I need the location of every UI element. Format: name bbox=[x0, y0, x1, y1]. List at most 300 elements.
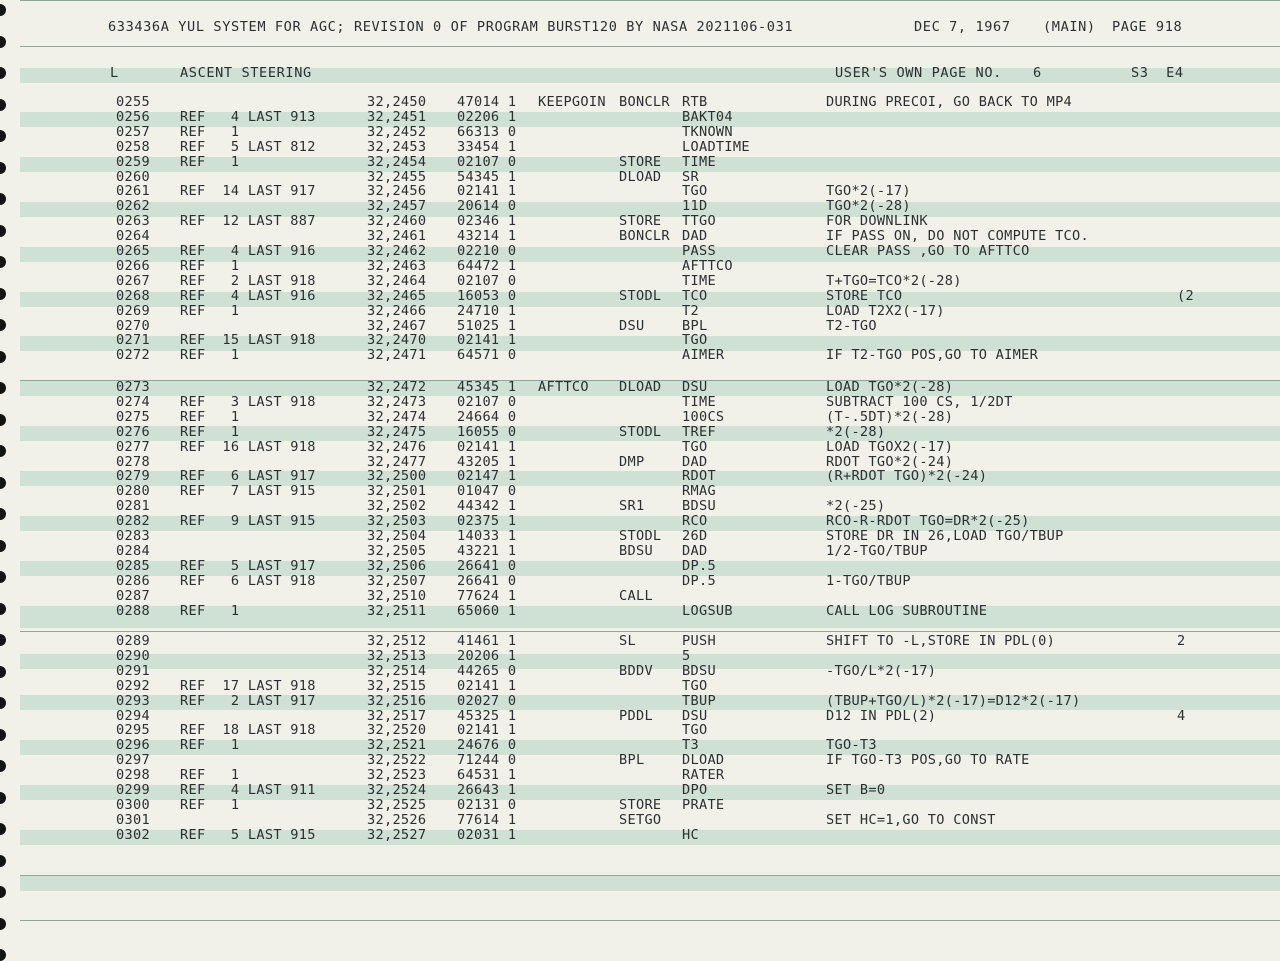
comment-field: FOR DOWNLINK bbox=[826, 213, 928, 229]
address-field: 32,2516 bbox=[367, 693, 427, 709]
address-field: 32,2503 bbox=[367, 513, 427, 529]
operand-field: TGO bbox=[682, 722, 708, 738]
operand-field: TBUP bbox=[682, 693, 716, 709]
opcode-field: STODL bbox=[619, 288, 662, 304]
comment-field: LOAD T2X2(-17) bbox=[826, 303, 945, 319]
opcode-field: SETGO bbox=[619, 812, 662, 828]
feed-hole bbox=[0, 319, 6, 331]
operand-field: HC bbox=[682, 827, 699, 843]
word-field: 71244 0 bbox=[457, 752, 517, 768]
word-field: 02147 1 bbox=[457, 468, 517, 484]
word-field: 02107 0 bbox=[457, 273, 517, 289]
address-field: 32,2450 bbox=[367, 94, 427, 110]
address-field: 32,2462 bbox=[367, 243, 427, 259]
line-number: 0282 bbox=[116, 513, 150, 529]
operand-field: TGO bbox=[682, 439, 708, 455]
word-field: 02141 1 bbox=[457, 183, 517, 199]
word-field: 02107 0 bbox=[457, 154, 517, 170]
word-field: 26641 0 bbox=[457, 573, 517, 589]
operand-field: DP.5 bbox=[682, 558, 716, 574]
address-field: 32,2521 bbox=[367, 737, 427, 753]
tractor-feed-holes bbox=[0, 0, 14, 956]
word-field: 02141 1 bbox=[457, 678, 517, 694]
operand-field: TCO bbox=[682, 288, 708, 304]
word-field: 44342 1 bbox=[457, 498, 517, 514]
feed-hole bbox=[0, 508, 6, 520]
word-field: 02107 0 bbox=[457, 394, 517, 410]
comment-field: LOAD TGO*2(-28) bbox=[826, 379, 954, 395]
line-number: 0289 bbox=[116, 633, 150, 649]
operand-field: T3 bbox=[682, 737, 699, 753]
address-field: 32,2515 bbox=[367, 678, 427, 694]
paper-rule bbox=[20, 875, 1280, 876]
line-number: 0263 bbox=[116, 213, 150, 229]
line-number: 0268 bbox=[116, 288, 150, 304]
word-field: 02031 1 bbox=[457, 827, 517, 843]
ref-field: REF 12 LAST 887 bbox=[180, 213, 316, 229]
word-field: 26641 0 bbox=[457, 558, 517, 574]
address-field: 32,2454 bbox=[367, 154, 427, 170]
word-field: 16055 0 bbox=[457, 424, 517, 440]
operand-field: RDOT bbox=[682, 468, 716, 484]
operand-field: RCO bbox=[682, 513, 708, 529]
ref-field: REF 16 LAST 918 bbox=[180, 439, 316, 455]
address-field: 32,2506 bbox=[367, 558, 427, 574]
feed-hole bbox=[0, 571, 6, 583]
extra-field: (2 bbox=[1177, 288, 1194, 304]
operand-field: 11D bbox=[682, 198, 708, 214]
address-field: 32,2520 bbox=[367, 722, 427, 738]
ref-field: REF 5 LAST 812 bbox=[180, 139, 316, 155]
feed-hole bbox=[0, 540, 6, 552]
operand-field: DSU bbox=[682, 708, 708, 724]
address-field: 32,2460 bbox=[367, 213, 427, 229]
line-number: 0257 bbox=[116, 124, 150, 140]
opcode-field: PDDL bbox=[619, 708, 653, 724]
paper-rule bbox=[20, 46, 1280, 47]
address-field: 32,2457 bbox=[367, 198, 427, 214]
word-field: 24664 0 bbox=[457, 409, 517, 425]
address-field: 32,2517 bbox=[367, 708, 427, 724]
address-field: 32,2507 bbox=[367, 573, 427, 589]
operand-field: TTGO bbox=[682, 213, 716, 229]
comment-field: IF TGO-T3 POS,GO TO RATE bbox=[826, 752, 1030, 768]
line-number: 0296 bbox=[116, 737, 150, 753]
operand-field: DAD bbox=[682, 454, 708, 470]
word-field: 64571 0 bbox=[457, 347, 517, 363]
opcode-field: BPL bbox=[619, 752, 645, 768]
feed-hole bbox=[0, 130, 6, 142]
address-field: 32,2505 bbox=[367, 543, 427, 559]
feed-hole bbox=[0, 886, 6, 898]
opcode-field: DMP bbox=[619, 454, 645, 470]
opcode-field: STORE bbox=[619, 213, 662, 229]
word-field: 26643 1 bbox=[457, 782, 517, 798]
ref-field: REF 14 LAST 917 bbox=[180, 183, 316, 199]
line-number: 0255 bbox=[116, 94, 150, 110]
feed-hole bbox=[0, 477, 6, 489]
address-field: 32,2466 bbox=[367, 303, 427, 319]
operand-field: BAKT04 bbox=[682, 109, 733, 125]
line-number: 0269 bbox=[116, 303, 150, 319]
line-number: 0265 bbox=[116, 243, 150, 259]
operand-field: TREF bbox=[682, 424, 716, 440]
ref-field: REF 9 LAST 915 bbox=[180, 513, 316, 529]
address-field: 32,2452 bbox=[367, 124, 427, 140]
line-number: 0299 bbox=[116, 782, 150, 798]
ref-field: REF 1 bbox=[180, 258, 240, 274]
operand-field: DAD bbox=[682, 543, 708, 559]
feed-hole bbox=[0, 351, 6, 363]
line-number: 0292 bbox=[116, 678, 150, 694]
opcode-field: BDSU bbox=[619, 543, 653, 559]
operand-field: PUSH bbox=[682, 633, 716, 649]
line-number: 0281 bbox=[116, 498, 150, 514]
address-field: 32,2501 bbox=[367, 483, 427, 499]
line-number: 0258 bbox=[116, 139, 150, 155]
ref-field: REF 4 LAST 911 bbox=[180, 782, 316, 798]
listing-date: DEC 7, 1967 bbox=[914, 19, 1011, 35]
line-number: 0294 bbox=[116, 708, 150, 724]
ref-field: REF 6 LAST 917 bbox=[180, 468, 316, 484]
operand-field: TIME bbox=[682, 273, 716, 289]
word-field: 02346 1 bbox=[457, 213, 517, 229]
operand-field: BDSU bbox=[682, 498, 716, 514]
ref-field: REF 18 LAST 918 bbox=[180, 722, 316, 738]
word-field: 45345 1 bbox=[457, 379, 517, 395]
line-number: 0259 bbox=[116, 154, 150, 170]
address-field: 32,2513 bbox=[367, 648, 427, 664]
line-number: 0293 bbox=[116, 693, 150, 709]
comment-field: *2(-25) bbox=[826, 498, 886, 514]
ref-field: REF 15 LAST 918 bbox=[180, 332, 316, 348]
comment-field: RCO-R-RDOT TGO=DR*2(-25) bbox=[826, 513, 1030, 529]
ref-field: REF 1 bbox=[180, 424, 240, 440]
paper-rule bbox=[20, 920, 1280, 921]
address-field: 32,2470 bbox=[367, 332, 427, 348]
comment-field: SET B=0 bbox=[826, 782, 886, 798]
word-field: 20614 0 bbox=[457, 198, 517, 214]
ref-field: REF 3 LAST 918 bbox=[180, 394, 316, 410]
address-field: 32,2511 bbox=[367, 603, 427, 619]
line-number: 0256 bbox=[116, 109, 150, 125]
comment-field: SHIFT TO -L,STORE IN PDL(0) bbox=[826, 633, 1056, 649]
operand-field: BPL bbox=[682, 318, 708, 334]
operand-field: DPO bbox=[682, 782, 708, 798]
word-field: 14033 1 bbox=[457, 528, 517, 544]
address-field: 32,2472 bbox=[367, 379, 427, 395]
operand-field: 5 bbox=[682, 648, 691, 664]
word-field: 51025 1 bbox=[457, 318, 517, 334]
word-field: 77624 1 bbox=[457, 588, 517, 604]
word-field: 01047 0 bbox=[457, 483, 517, 499]
ref-field: REF 6 LAST 918 bbox=[180, 573, 316, 589]
opcode-field: STORE bbox=[619, 797, 662, 813]
paper-rule bbox=[20, 631, 1280, 632]
ref-field: REF 7 LAST 915 bbox=[180, 483, 316, 499]
word-field: 64531 1 bbox=[457, 767, 517, 783]
comment-field: STORE TCO bbox=[826, 288, 903, 304]
word-field: 43214 1 bbox=[457, 228, 517, 244]
opcode-field: CALL bbox=[619, 588, 653, 604]
operand-field: SR bbox=[682, 169, 699, 185]
operand-field: PRATE bbox=[682, 797, 725, 813]
comment-field: *2(-28) bbox=[826, 424, 886, 440]
label-field: AFTTCO bbox=[538, 379, 589, 395]
address-field: 32,2471 bbox=[367, 347, 427, 363]
ref-field: REF 4 LAST 913 bbox=[180, 109, 316, 125]
comment-field: D12 IN PDL(2) bbox=[826, 708, 937, 724]
operand-field: AFTTCO bbox=[682, 258, 733, 274]
operand-field: RMAG bbox=[682, 483, 716, 499]
users-page-number: 6 bbox=[1033, 65, 1042, 81]
word-field: 33454 1 bbox=[457, 139, 517, 155]
line-number: 0273 bbox=[116, 379, 150, 395]
operand-field: DAD bbox=[682, 228, 708, 244]
address-field: 32,2453 bbox=[367, 139, 427, 155]
operand-field: TIME bbox=[682, 394, 716, 410]
feed-hole bbox=[0, 697, 6, 709]
comment-field: 1-TGO/TBUP bbox=[826, 573, 911, 589]
listing-title: 633436A YUL SYSTEM FOR AGC; REVISION 0 OF PROGRAM BURST120 BY NASA 2021106-031 bbox=[108, 19, 794, 35]
address-field: 32,2502 bbox=[367, 498, 427, 514]
feed-hole bbox=[0, 36, 6, 48]
word-field: 02210 0 bbox=[457, 243, 517, 259]
opcode-field: SL bbox=[619, 633, 636, 649]
feed-hole bbox=[0, 603, 6, 615]
feed-hole bbox=[0, 918, 6, 930]
feed-hole bbox=[0, 760, 6, 772]
opcode-field: DLOAD bbox=[619, 169, 662, 185]
feed-hole bbox=[0, 823, 6, 835]
feed-hole bbox=[0, 256, 6, 268]
comment-field: RDOT TGO*2(-24) bbox=[826, 454, 954, 470]
feed-hole bbox=[0, 162, 6, 174]
operand-field: TIME bbox=[682, 154, 716, 170]
line-number: 0275 bbox=[116, 409, 150, 425]
comment-field: IF T2-TGO POS,GO TO AIMER bbox=[826, 347, 1039, 363]
address-field: 32,2510 bbox=[367, 588, 427, 604]
word-field: 65060 1 bbox=[457, 603, 517, 619]
users-page-label: USER'S OWN PAGE NO. bbox=[835, 65, 1002, 81]
extra-field: 4 bbox=[1177, 708, 1186, 724]
word-field: 47014 1 bbox=[457, 94, 517, 110]
line-number: 0279 bbox=[116, 468, 150, 484]
opcode-field: STODL bbox=[619, 424, 662, 440]
address-field: 32,2475 bbox=[367, 424, 427, 440]
word-field: 43221 1 bbox=[457, 543, 517, 559]
feed-hole bbox=[0, 382, 6, 394]
ref-field: REF 4 LAST 916 bbox=[180, 288, 316, 304]
feed-hole bbox=[0, 949, 6, 961]
ref-field: REF 2 LAST 918 bbox=[180, 273, 316, 289]
operand-field: TGO bbox=[682, 183, 708, 199]
line-number: 0278 bbox=[116, 454, 150, 470]
word-field: 44265 0 bbox=[457, 663, 517, 679]
line-number: 0262 bbox=[116, 198, 150, 214]
word-field: 66313 0 bbox=[457, 124, 517, 140]
opcode-field: DLOAD bbox=[619, 379, 662, 395]
comment-field: -TGO/L*2(-17) bbox=[826, 663, 937, 679]
comment-field: CALL LOG SUBROUTINE bbox=[826, 603, 988, 619]
line-number: 0288 bbox=[116, 603, 150, 619]
line-number: 0297 bbox=[116, 752, 150, 768]
comment-field: (TBUP+TGO/L)*2(-17)=D12*2(-17) bbox=[826, 693, 1081, 709]
word-field: 02027 0 bbox=[457, 693, 517, 709]
word-field: 02141 1 bbox=[457, 722, 517, 738]
opcode-field: BONCLR bbox=[619, 228, 670, 244]
address-field: 32,2467 bbox=[367, 318, 427, 334]
log-section-title: ASCENT STEERING bbox=[180, 65, 312, 81]
operand-field: AIMER bbox=[682, 347, 725, 363]
word-field: 02131 0 bbox=[457, 797, 517, 813]
line-number: 0290 bbox=[116, 648, 150, 664]
comment-field: (R+RDOT TGO)*2(-24) bbox=[826, 468, 988, 484]
line-number: 0300 bbox=[116, 797, 150, 813]
line-number: 0277 bbox=[116, 439, 150, 455]
feed-hole bbox=[0, 792, 6, 804]
line-number: 0287 bbox=[116, 588, 150, 604]
ref-field: REF 1 bbox=[180, 767, 240, 783]
address-field: 32,2527 bbox=[367, 827, 427, 843]
word-field: 43205 1 bbox=[457, 454, 517, 470]
ref-field: REF 2 LAST 917 bbox=[180, 693, 316, 709]
line-number: 0291 bbox=[116, 663, 150, 679]
feed-hole bbox=[0, 414, 6, 426]
address-field: 32,2473 bbox=[367, 394, 427, 410]
paper-rule bbox=[20, 0, 1280, 1]
word-field: 02375 1 bbox=[457, 513, 517, 529]
line-number: 0284 bbox=[116, 543, 150, 559]
comment-field: SET HC=1,GO TO CONST bbox=[826, 812, 996, 828]
address-field: 32,2461 bbox=[367, 228, 427, 244]
address-field: 32,2525 bbox=[367, 797, 427, 813]
address-field: 32,2504 bbox=[367, 528, 427, 544]
section-code: S3 E4 bbox=[1131, 65, 1184, 81]
opcode-field: STODL bbox=[619, 528, 662, 544]
comment-field: LOAD TGOX2(-17) bbox=[826, 439, 954, 455]
operand-field: BDSU bbox=[682, 663, 716, 679]
comment-field: TGO*2(-28) bbox=[826, 198, 911, 214]
word-field: 24676 0 bbox=[457, 737, 517, 753]
opcode-field: BDDV bbox=[619, 663, 653, 679]
opcode-field: STORE bbox=[619, 154, 662, 170]
address-field: 32,2526 bbox=[367, 812, 427, 828]
line-number: 0298 bbox=[116, 767, 150, 783]
ref-field: REF 1 bbox=[180, 347, 240, 363]
address-field: 32,2474 bbox=[367, 409, 427, 425]
comment-field: STORE DR IN 26,LOAD TGO/TBUP bbox=[826, 528, 1064, 544]
operand-field: RTB bbox=[682, 94, 708, 110]
comment-field: TGO-T3 bbox=[826, 737, 877, 753]
feed-hole bbox=[0, 729, 6, 741]
word-field: 77614 1 bbox=[457, 812, 517, 828]
operand-field: DSU bbox=[682, 379, 708, 395]
comment-field: (T-.5DT)*2(-28) bbox=[826, 409, 954, 425]
opcode-field: BONCLR bbox=[619, 94, 670, 110]
address-field: 32,2455 bbox=[367, 169, 427, 185]
address-field: 32,2512 bbox=[367, 633, 427, 649]
line-number: 0295 bbox=[116, 722, 150, 738]
ref-field: REF 1 bbox=[180, 603, 240, 619]
line-number: 0276 bbox=[116, 424, 150, 440]
operand-field: T2 bbox=[682, 303, 699, 319]
ref-field: REF 1 bbox=[180, 303, 240, 319]
operand-field: LOADTIME bbox=[682, 139, 750, 155]
ref-field: REF 5 LAST 915 bbox=[180, 827, 316, 843]
ref-field: REF 1 bbox=[180, 797, 240, 813]
word-field: 02141 1 bbox=[457, 439, 517, 455]
address-field: 32,2464 bbox=[367, 273, 427, 289]
address-field: 32,2522 bbox=[367, 752, 427, 768]
operand-field: TGO bbox=[682, 332, 708, 348]
operand-field: TKNOWN bbox=[682, 124, 733, 140]
operand-field: LOGSUB bbox=[682, 603, 733, 619]
line-number: 0274 bbox=[116, 394, 150, 410]
line-number: 0270 bbox=[116, 318, 150, 334]
word-field: 24710 1 bbox=[457, 303, 517, 319]
comment-field: IF PASS ON, DO NOT COMPUTE TCO. bbox=[826, 228, 1090, 244]
extra-field: 2 bbox=[1177, 633, 1186, 649]
line-number: 0280 bbox=[116, 483, 150, 499]
feed-hole bbox=[0, 445, 6, 457]
ref-field: REF 1 bbox=[180, 154, 240, 170]
address-field: 32,2514 bbox=[367, 663, 427, 679]
comment-field: SUBTRACT 100 CS, 1/2DT bbox=[826, 394, 1013, 410]
line-number: 0302 bbox=[116, 827, 150, 843]
line-number: 0260 bbox=[116, 169, 150, 185]
line-number: 0283 bbox=[116, 528, 150, 544]
address-field: 32,2463 bbox=[367, 258, 427, 274]
opcode-field: DSU bbox=[619, 318, 645, 334]
comment-field: T2-TGO bbox=[826, 318, 877, 334]
opcode-field: SR1 bbox=[619, 498, 645, 514]
ref-field: REF 5 LAST 917 bbox=[180, 558, 316, 574]
ref-field: REF 1 bbox=[180, 737, 240, 753]
comment-field: T+TGO=TCO*2(-28) bbox=[826, 273, 962, 289]
feed-hole bbox=[0, 855, 6, 867]
feed-hole bbox=[0, 288, 6, 300]
line-number: 0266 bbox=[116, 258, 150, 274]
page-number: PAGE 918 bbox=[1112, 19, 1183, 35]
line-number: 0285 bbox=[116, 558, 150, 574]
line-number: 0286 bbox=[116, 573, 150, 589]
operand-field: TGO bbox=[682, 678, 708, 694]
comment-field: DURING PRECOI, GO BACK TO MP4 bbox=[826, 94, 1073, 110]
paper-band bbox=[20, 876, 1280, 891]
label-field: KEEPGOIN bbox=[538, 94, 606, 110]
feed-hole bbox=[0, 666, 6, 678]
word-field: 02141 1 bbox=[457, 332, 517, 348]
operand-field: 100CS bbox=[682, 409, 725, 425]
operand-field: DLOAD bbox=[682, 752, 725, 768]
comment-field: TGO*2(-17) bbox=[826, 183, 911, 199]
address-field: 32,2500 bbox=[367, 468, 427, 484]
line-number: 0301 bbox=[116, 812, 150, 828]
operand-field: PASS bbox=[682, 243, 716, 259]
operand-field: RATER bbox=[682, 767, 725, 783]
address-field: 32,2476 bbox=[367, 439, 427, 455]
feed-hole bbox=[0, 634, 6, 646]
operand-field: DP.5 bbox=[682, 573, 716, 589]
word-field: 20206 1 bbox=[457, 648, 517, 664]
address-field: 32,2523 bbox=[367, 767, 427, 783]
word-field: 16053 0 bbox=[457, 288, 517, 304]
operand-field: 26D bbox=[682, 528, 708, 544]
address-field: 32,2465 bbox=[367, 288, 427, 304]
line-number: 0264 bbox=[116, 228, 150, 244]
word-field: 54345 1 bbox=[457, 169, 517, 185]
